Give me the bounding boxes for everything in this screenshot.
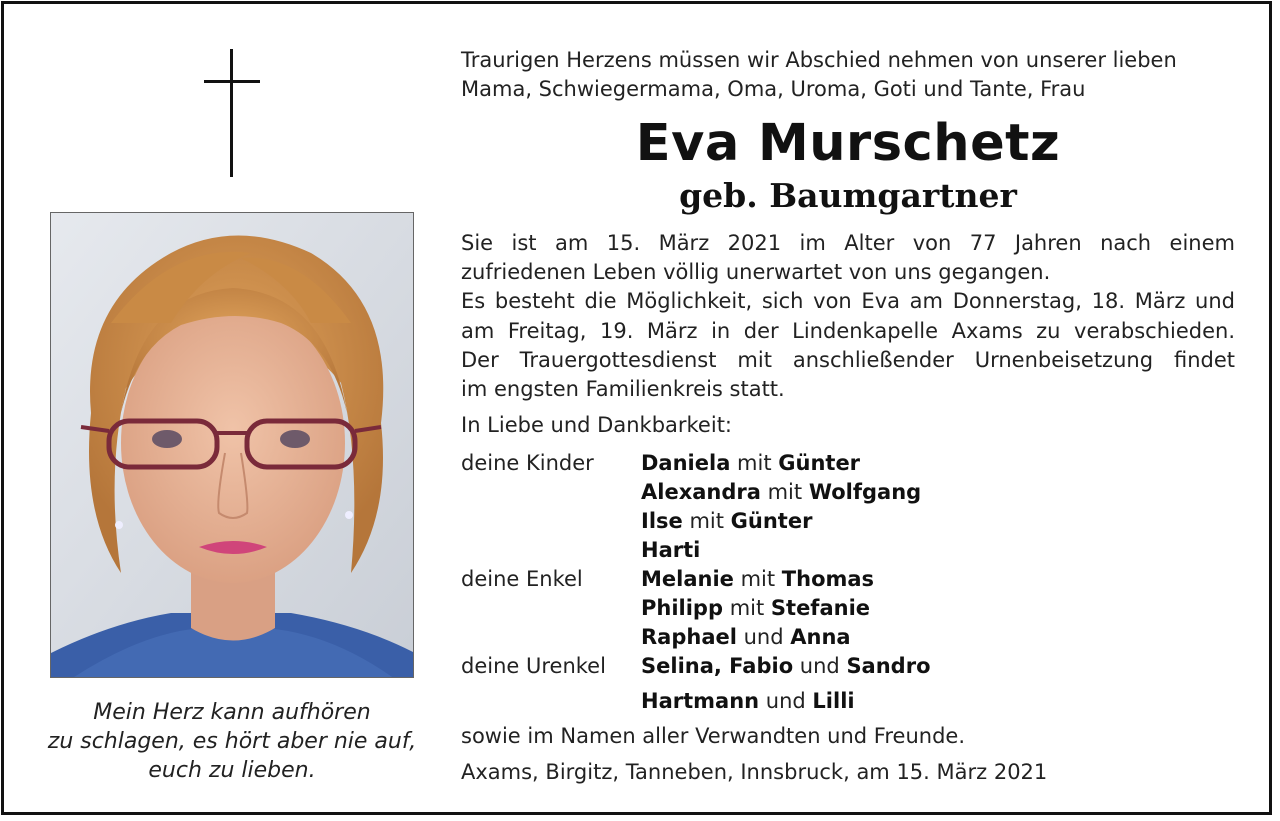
quote-line: Mein Herz kann aufhören (93, 700, 371, 725)
family-name: Günter (730, 509, 813, 533)
intro-line: Mama, Schwiegermama, Oma, Uroma, Goti und Tante, Frau (461, 77, 1086, 101)
love-line: In Liebe und Dankbarkeit: (461, 413, 733, 437)
children-label: deine Kinder (461, 451, 594, 475)
portrait-photo (50, 212, 414, 678)
portrait-illustration (51, 213, 414, 678)
grandchildren-label: deine Enkel (461, 567, 583, 591)
body-line: am Freitag, 19. März in der Lindenkapelle Axams zu verabschieden. (461, 318, 1235, 343)
obituary-frame (1, 1, 1272, 815)
family-name: Günter (778, 451, 861, 475)
body-line: Es besteht die Möglichkeit, sich von Eva am Donnerstag, 18. März und (461, 289, 1235, 314)
body-line: zufriedenen Leben völlig unerwartet von uns gegangen. (461, 260, 1051, 285)
notice-body (461, 229, 1235, 404)
family-name: Stefanie (770, 596, 871, 620)
family-name: Wolfgang (808, 480, 922, 504)
quote-line: zu schlagen, es hört aber nie auf, (47, 729, 417, 754)
body-line: im engsten Familienkreis statt. (461, 377, 785, 402)
place-date: Axams, Birgitz, Tanneben, Innsbruck, am 15. März 2021 (461, 760, 1048, 784)
obituary-text (461, 46, 1235, 784)
family-connector: und (759, 689, 813, 713)
intro-line: Traurigen Herzens müssen wir Abschied nehmen von unserer lieben (461, 48, 1177, 72)
family-connector: mit (723, 596, 771, 620)
family-name: Thomas (781, 567, 875, 591)
body-line: Der Trauergottesdienst mit anschließender Urnenbeisetzung findet (461, 347, 1235, 372)
family-connector: mit (730, 451, 779, 475)
family-connector: und (736, 625, 791, 649)
quote-line: euch zu lieben. (148, 758, 316, 783)
deceased-name: Eva Murschetz (635, 114, 1061, 173)
family-name: Harti (641, 538, 701, 562)
family-connector: mit (733, 567, 782, 591)
family-connector: und (793, 654, 847, 678)
family-connector: mit (760, 480, 809, 504)
intro (461, 46, 1235, 104)
birth-name: geb. Baumgartner (679, 176, 1017, 215)
family-name: Sandro (846, 654, 931, 678)
greatgrandchildren-label: deine Urenkel (461, 654, 606, 678)
family-name: Hartmann (641, 689, 760, 713)
family-name: Selina, Fabio (641, 654, 794, 678)
body-line: Sie ist am 15. März 2021 im Alter von 77 Jahren nach einem (461, 231, 1235, 255)
family-name: Ilse (641, 509, 683, 533)
family-name: Raphael (641, 625, 737, 649)
memorial-quote (24, 698, 440, 785)
family-name: Philipp (641, 596, 724, 620)
closing-line: sowie im Namen aller Verwandten und Freunde. (461, 724, 965, 748)
family-name: Melanie (641, 567, 734, 591)
cross-icon (204, 49, 260, 177)
family-name: Anna (790, 625, 851, 649)
family-name: Alexandra (641, 480, 761, 504)
family-name: Daniela (641, 451, 731, 475)
family-name: Lilli (812, 689, 855, 713)
family-connector: mit (682, 509, 731, 533)
